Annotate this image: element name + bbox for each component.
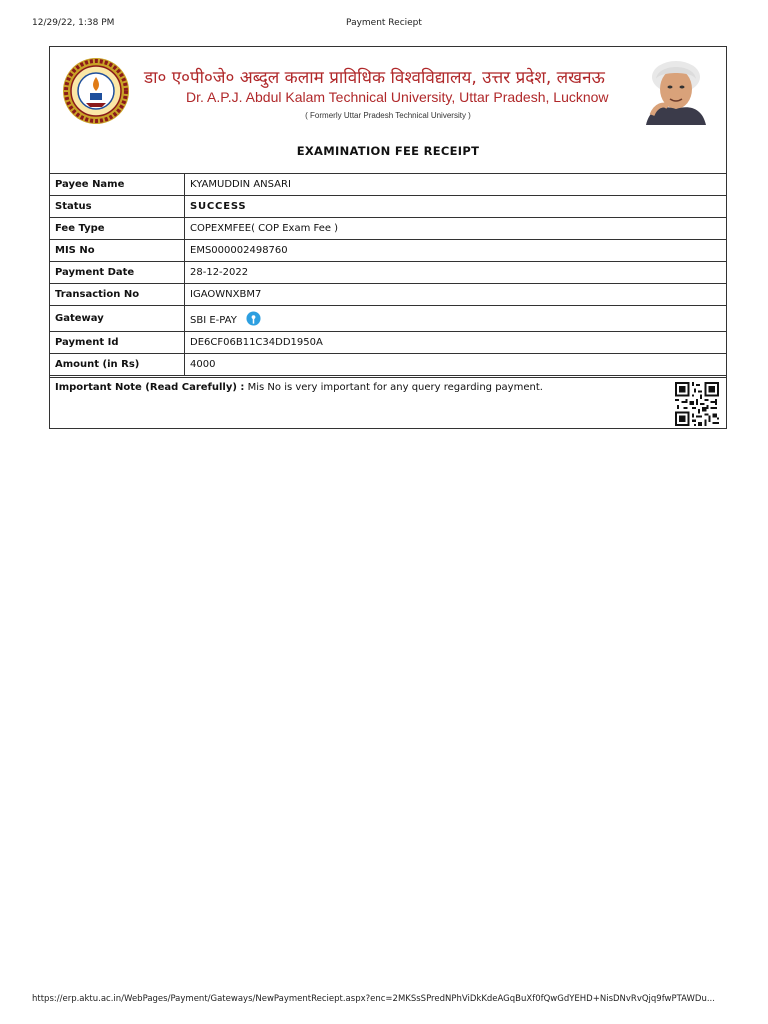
print-footer-url: https://erp.aktu.ac.in/WebPages/Payment/Gateways/NewPaymentReciept.aspx?enc=2MKSsSPredNPhViDkKdeAGqBuXf0fQwGdYEHD+NisDNvRvQjq9fwPTAWDu... [32,994,715,1004]
row-label: Amount (in Rs) [50,354,185,376]
fee-type-value: COPEXMFEE( COP Exam Fee ) [185,218,727,240]
row-label: Status [50,196,185,218]
table-row [50,354,726,376]
university-name-hindi: डा० ए०पी०जे० अब्दुल कलाम प्राविधिक विश्वविद्यालय, उत्तर प्रदेश, लखनऊ [144,68,605,88]
status-value: SUCCESS [185,196,727,218]
print-datetime: 12/29/22, 1:38 PM [32,18,115,28]
payment-id-value: DE6CF06B11C34DD1950A [185,332,727,354]
row-label: Fee Type [50,218,185,240]
row-label: Gateway [50,306,185,332]
row-label: MIS No [50,240,185,262]
print-header [32,18,736,32]
qr-code-icon [675,382,719,426]
table-row [50,332,726,354]
note-text-line [55,382,543,393]
table-row [50,174,726,196]
receipt-container [49,46,727,429]
row-label: Transaction No [50,284,185,306]
portrait-icon [638,55,712,125]
receipt-header [50,47,726,173]
table-row [50,306,726,332]
payment-date-value: 28-12-2022 [185,262,727,284]
table-row [50,284,726,306]
table-row [50,196,726,218]
sbi-logo-icon [246,311,261,326]
table-row [50,218,726,240]
print-page-title: Payment Reciept [346,18,422,28]
row-label: Payment Date [50,262,185,284]
receipt-details-table [50,173,726,376]
note-text: Mis No is very important for any query regarding payment. [244,382,543,393]
note-label: Important Note (Read Carefully) : [55,382,245,393]
table-row [50,240,726,262]
table-row [50,262,726,284]
gateway-value: SBI E-PAY [190,315,237,326]
payee-name-value: KYAMUDDIN ANSARI [185,174,727,196]
university-name-english: Dr. A.P.J. Abdul Kalam Technical University, Uttar Pradesh, Lucknow [186,89,609,105]
transaction-no-value: IGAOWNXBM7 [185,284,727,306]
row-label: Payment Id [50,332,185,354]
row-label: Payee Name [50,174,185,196]
amount-value: 4000 [185,354,727,376]
gateway-cell [185,306,727,332]
receipt-title: EXAMINATION FEE RECEIPT [296,144,480,158]
important-note [50,377,726,430]
mis-no-value: EMS000002498760 [185,240,727,262]
university-formerly: ( Formerly Uttar Pradesh Technical University ) [305,111,471,120]
